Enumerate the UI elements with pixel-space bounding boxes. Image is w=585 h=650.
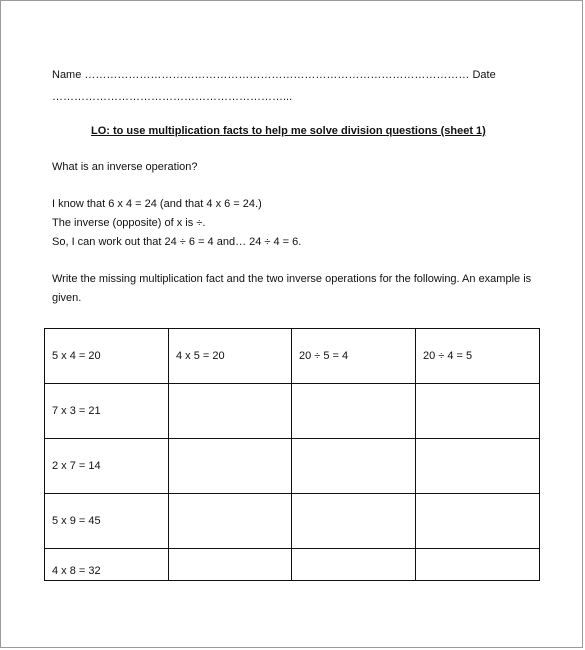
explanation-line-2: The inverse (opposite) of x is ÷. (52, 217, 206, 229)
table-cell: 4 x 8 = 32 (45, 549, 169, 581)
table-cell-blank[interactable] (416, 494, 540, 549)
table-cell: 20 ÷ 4 = 5 (416, 329, 540, 384)
table-cell: 5 x 4 = 20 (45, 329, 169, 384)
table-cell: 20 ÷ 5 = 4 (292, 329, 416, 384)
instructions-line-2: given. (52, 292, 82, 304)
question-text: What is an inverse operation? (52, 161, 198, 173)
table-cell-blank[interactable] (292, 384, 416, 439)
table-cell: 5 x 9 = 45 (45, 494, 169, 549)
date-blank-line: ………………………………………………………... (52, 91, 293, 103)
table-cell-blank[interactable] (169, 384, 292, 439)
table-cell-blank[interactable] (416, 384, 540, 439)
table-cell-blank[interactable] (292, 494, 416, 549)
table-cell-blank[interactable] (169, 439, 292, 494)
table-cell-blank[interactable] (169, 494, 292, 549)
table-cell-blank[interactable] (416, 549, 540, 581)
table-cell: 7 x 3 = 21 (45, 384, 169, 439)
table-cell-blank[interactable] (292, 439, 416, 494)
worksheet-title: LO: to use multiplication facts to help me solve division questions (sheet 1) (91, 125, 486, 137)
explanation-line-3: So, I can work out that 24 ÷ 6 = 4 and… 24 ÷ 4 = 6. (52, 236, 302, 248)
table-cell: 4 x 5 = 20 (169, 329, 292, 384)
name-date-line: Name …………………………………………………………………………………………… Date (52, 69, 496, 81)
table-cell-blank[interactable] (416, 439, 540, 494)
table-row (45, 384, 540, 439)
table-row (45, 329, 540, 384)
table-cell-blank[interactable] (292, 549, 416, 581)
instructions-line-1: Write the missing multiplication fact and the two inverse operations for the following. An example is (52, 273, 532, 285)
explanation-line-1: I know that 6 x 4 = 24 (and that 4 x 6 = 24.) (52, 198, 262, 210)
answer-table (44, 328, 540, 581)
table-cell-blank[interactable] (169, 549, 292, 581)
table-row (45, 439, 540, 494)
table-cell: 2 x 7 = 14 (45, 439, 169, 494)
table-row (45, 494, 540, 549)
table-row (45, 549, 540, 581)
